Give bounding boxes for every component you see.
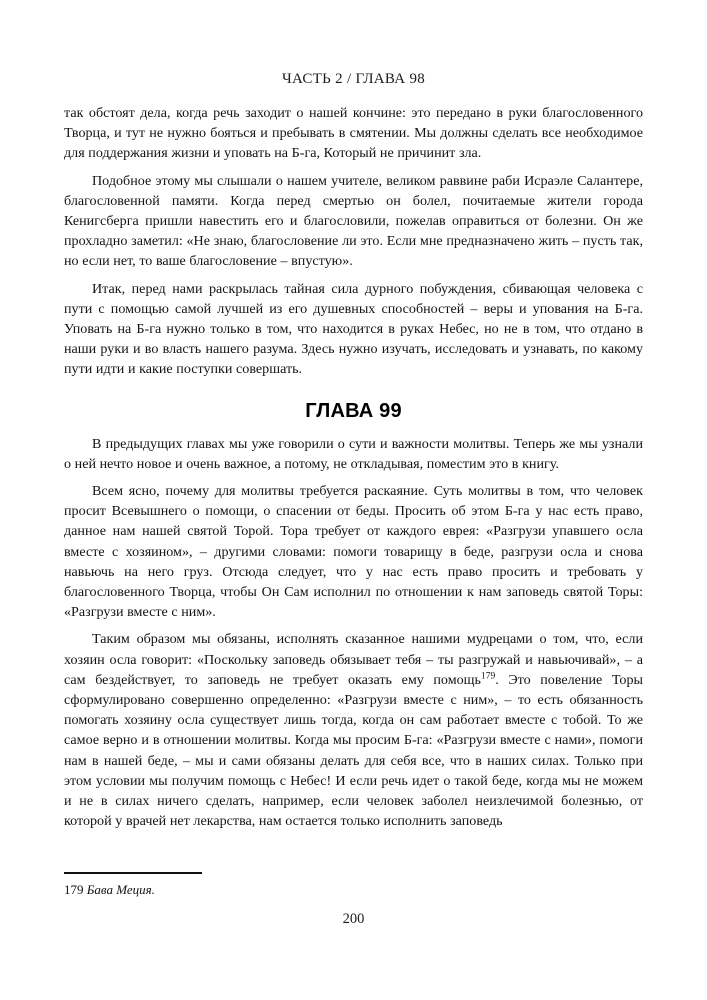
footnote-area bbox=[64, 872, 643, 898]
paragraph: В предыдущих главах мы уже говорили о сути и важности молитвы. Теперь же мы узнали о ней нечто новое и очень важное, а потому, не откладывая, поместим это в книгу. bbox=[64, 435, 643, 472]
paragraph-text-part-two: . Это повеление Торы сформулировано совершенно определенно: «Разгрузи вместе с ним», – то есть обязанность помогать хозяину осла существует лишь тогда, когда он сам работает вместе с тобой. То же самое верно и в отношении молитвы. Когда мы просим Б-га: «Разгрузи вместе с нами», помоги нам в нашей беде, – мы и сами обязаны делать для себя все, что в наших силах. Только при этом условии мы получим помощь с Небес! И если речь идет о такой беде, когда мы не можем и не в силах ничего сделать, например, если человек заболел неизлечимой болезнью, от которой у врачей нет лекарства, нам остается только исполнить заповедь bbox=[64, 671, 643, 830]
paragraph: так обстоят дела, когда речь заходит о нашей кончине: это передано в руки благословенного Творца, и тут не нужно бояться и пребывать в смятении. Мы должны сделать все необходимое для поддержания жизни и уповать на Б-га, Который не причинит зла. bbox=[64, 105, 643, 162]
chapter-heading: ГЛАВА 99 bbox=[305, 399, 402, 422]
footnote-source-title: Бава Меция. bbox=[86, 882, 155, 897]
paragraph: Итак, перед нами раскрылась тайная сила дурного побуждения, сбивающая человека с пути с помощью самой лучшей из его душевных способностей – веры и упования на Б-га. Уповать на Б-га нужно только в том, что находится в руках Небес, но не в том, что отдано в наши руки и во власть нашего разума. Здесь нужно изучать, исследовать и узнавать, по какому пути идти и какие поступки совершать. bbox=[64, 280, 643, 378]
running-header: ЧАСТЬ 2 / ГЛАВА 98 bbox=[281, 71, 426, 87]
body-text-block bbox=[64, 103, 643, 832]
footnote-separator-rule bbox=[64, 872, 202, 874]
page-number: 200 bbox=[342, 911, 365, 927]
paragraph: Подобное этому мы слышали о нашем учителе, великом раввине раби Исраэле Салантере, благословенной памяти. Когда перед смертью он болел, почитаемые жители города Кенигсберга пришли навестить его и благословили, пожелав оправиться от болезни. Он же прохладно заметил: «Не знаю, благословение ли это. Если мне предназначено жить – пусть так, но если нет, то ваше благословение – впустую». bbox=[64, 172, 643, 270]
footnote-entry bbox=[64, 881, 643, 898]
paragraph: Всем ясно, почему для молитвы требуется раскаяние. Суть молитвы в том, что человек просит Всевышнего о помощи, о спасении от беды. Просить об этом Б-га у нас есть право, данное нам нашей святой Торой. Тора требует от каждого еврея: «Разгрузи упавшего осла вместе с хозяином», – другими словами: помоги товарищу в беде, разгрузи осла и снова навьючь на него груз. Отсюда следует, что у нас есть право просить и требовать у благословенного Творца, чтобы Он Сам исполнил по отношении к нам заповедь святой Торы: «Разгрузи вместе с ним». bbox=[64, 483, 643, 621]
footnote-number: 179 bbox=[64, 882, 84, 897]
footnote-reference-marker[interactable]: 179 bbox=[480, 671, 496, 682]
paragraph-with-footnote bbox=[64, 629, 643, 831]
paragraph-text-part-one: Таким образом мы обязаны, исполнять сказанное нашими мудрецами о том, что, если хозяин осла говорит: «Поскольку заповедь обязывает тебя – ты разгружай и навьючивай», – а сам бездействует, то заповедь не требует оказать ему помощь bbox=[64, 631, 643, 688]
